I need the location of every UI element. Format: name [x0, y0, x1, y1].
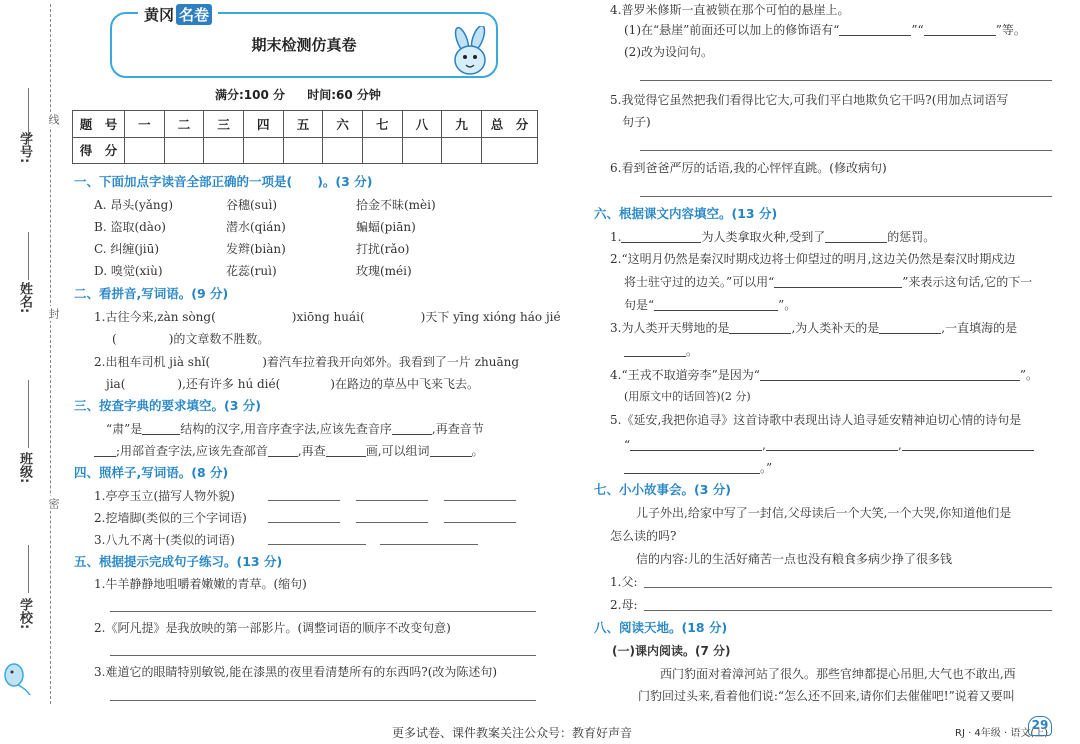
school-label: 学校: — [17, 598, 32, 630]
option-d3: 玫瑰(méi) — [356, 264, 412, 278]
answer-blank[interactable] — [380, 544, 478, 545]
fill-q5-end: 。” — [624, 462, 772, 474]
fill-q5-blanks: “ , , — [624, 439, 1034, 451]
pinyin-line-2: ( )的文章数不胜数。 — [112, 332, 270, 346]
score-cell: 二 — [164, 111, 204, 138]
score-input-cell[interactable] — [204, 137, 244, 164]
score-table-score-row — [73, 137, 538, 164]
score-cell: 三 — [204, 111, 244, 138]
score-input-cell[interactable] — [243, 137, 283, 164]
answer-blank[interactable] — [444, 500, 516, 501]
option-b1: B. 盗取(dào) — [94, 220, 166, 234]
brand-part2: 名卷 — [176, 4, 212, 25]
score-input-cell[interactable] — [283, 137, 323, 164]
page-info: RJ · 4年级 · 语文(上) — [955, 728, 1049, 739]
option-b2: 潜水(qián) — [226, 220, 286, 234]
fill-q4: 4.“王戎不取道旁李”是因为“ ”。 — [610, 368, 1038, 382]
score-table — [72, 110, 538, 164]
reading-paragraph-1: 西门豹面对着漳河站了很久。那些官绅都提心吊胆,大气也不敢出,西 — [660, 667, 1016, 681]
brand-part1: 黄冈 — [144, 5, 175, 24]
story-paragraph-1: 儿子外出,给家中写了一封信,父母读后一个大笑,一个大哭,你知道他们是 — [636, 506, 1012, 520]
score-cell: 总 分 — [482, 111, 538, 138]
cut-line — [50, 4, 51, 704]
score-cell: 得 分 — [73, 137, 125, 164]
section-3-heading: 三、按查字典的要求填空。(3 分) — [74, 398, 261, 413]
answer-blank[interactable] — [356, 500, 428, 501]
story-letter: 信的内容:儿的生活好痛苦一点也没有粮食多病少挣了很多钱 — [636, 552, 953, 566]
score-cell: 四 — [243, 111, 283, 138]
sentence-q4: 4.普罗米修斯一直被锁在那个可怕的悬崖上。 — [610, 3, 850, 17]
story-paragraph-2: 怎么读的吗? — [610, 529, 677, 543]
cut-mark-secret: 密 — [47, 498, 60, 509]
sentence-q5-a: 5.我觉得它虽然把我们看得比它大,可我们平白地欺负它干吗?(用加点词语写 — [610, 93, 1009, 107]
score-input-cell[interactable] — [482, 137, 538, 164]
answer-blank[interactable] — [268, 522, 340, 523]
student-id-label: 学号: — [17, 132, 32, 164]
score-cell: 八 — [402, 111, 442, 138]
option-a3: 拾金不昧(mèi) — [356, 198, 436, 212]
reading-subheading: (一)课内阅读。(7 分) — [612, 644, 731, 658]
section-5-heading: 五、根据提示完成句子练习。(13 分) — [74, 554, 283, 569]
score-cell: 七 — [362, 111, 402, 138]
score-cell: 一 — [125, 111, 165, 138]
fill-q3-cont: 。 — [624, 345, 698, 357]
score-input-cell[interactable] — [442, 137, 482, 164]
section-2-heading: 二、看拼音,写词语。(9 分) — [74, 286, 229, 301]
answer-blank[interactable] — [356, 522, 428, 523]
section-1-heading: 一、下面加点字读音全部正确的一项是( )。(3 分) — [74, 174, 373, 189]
answer-line[interactable] — [110, 655, 536, 656]
sentence-q3: 3.难道它的眼睛特别敏锐,能在漆黑的夜里看清楚所有的东西吗?(改为陈述句) — [94, 665, 498, 679]
pinyin-line-1: 1.古往今来,zàn sòng( )xiōng huái( )天下 yīng xióng háo jié — [94, 310, 561, 324]
father-answer-label: 1.父: — [610, 575, 638, 589]
section-6-heading: 六、根据课文内容填空。(13 分) — [594, 206, 778, 221]
option-a1: A. 昂头(yǎng) — [94, 198, 174, 212]
mascot-icon — [2, 655, 32, 695]
fill-q4-note: (用原文中的话回答)(2 分) — [624, 390, 751, 403]
footer-note: 更多试卷、课件教案关注公众号：教育好声音 — [392, 726, 633, 740]
class-label: 班级: — [17, 452, 32, 484]
score-table-header-row — [73, 111, 538, 138]
pinyin-line-4: jia( ),还有许多 hú dié( )在路边的草丛中飞来飞去。 — [106, 377, 479, 391]
word-example-3: 3.八九不离十(类似的词语) — [94, 533, 235, 547]
pinyin-line-3: 2.出租车司机 jià shǐ( )着汽车拉着我开向郊外。我看到了一片 zhuāng — [94, 355, 520, 369]
name-line — [28, 232, 29, 280]
section-4-heading: 四、照样子,写词语。(8 分) — [74, 465, 229, 480]
fill-q2-a: 2.“这明月仍然是秦汉时期戍边将士仰望过的明月,这边关仍然是秦汉时期戍边 — [610, 252, 1016, 266]
cut-mark-line: 线 — [47, 114, 60, 125]
page-number: 29 — [1028, 716, 1052, 736]
sentence-q4-part1: (1)在“悬崖”前面还可以加上的修饰语有“ ”“ ”等。 — [624, 23, 1026, 37]
sentence-q5-b: 句子) — [622, 115, 651, 129]
father-answer-line[interactable] — [644, 587, 1052, 588]
answer-line[interactable] — [640, 80, 1052, 81]
option-a2: 谷穗(suì) — [226, 198, 278, 212]
dictionary-line-1: “肃”是 结构的汉字,用音序查字法,应该先查音序 ,再查音节 — [106, 422, 484, 436]
rabbit-mascot-icon — [440, 26, 500, 80]
score-cell: 六 — [323, 111, 363, 138]
option-c2: 发辫(biàn) — [226, 242, 286, 256]
mother-answer-label: 2.母: — [610, 598, 638, 612]
answer-blank[interactable] — [268, 544, 366, 545]
score-input-cell[interactable] — [402, 137, 442, 164]
fill-q5: 5.《延安,我把你追寻》这首诗歌中表现出诗人追寻延安精神迫切心情的诗句是 — [610, 413, 1022, 427]
word-example-2: 2.挖墙脚(类似的三个字词语) — [94, 511, 247, 525]
mother-answer-line[interactable] — [644, 610, 1052, 611]
option-c1: C. 纠缠(jiū) — [94, 242, 160, 256]
word-example-1: 1.亭亭玉立(描写人物外貌) — [94, 489, 235, 503]
dictionary-line-2: ;用部首查字法,应该先查部首 ,再查 画,可以组词 。 — [94, 445, 484, 457]
school-line — [28, 545, 29, 593]
answer-line[interactable] — [110, 611, 536, 612]
binding-margin — [0, 0, 66, 744]
score-info — [215, 86, 399, 103]
score-input-cell[interactable] — [125, 137, 165, 164]
option-c3: 打扰(rǎo) — [356, 242, 410, 256]
answer-line[interactable] — [110, 700, 536, 701]
score-input-cell[interactable] — [362, 137, 402, 164]
score-cell: 题 号 — [73, 111, 125, 138]
option-d1: D. 嗅觉(xiù) — [94, 264, 163, 278]
answer-line[interactable] — [640, 150, 1052, 151]
score-input-cell[interactable] — [323, 137, 363, 164]
sentence-q1: 1.牛羊静静地咀嚼着嫩嫩的青草。(缩句) — [94, 577, 307, 591]
score-cell: 九 — [442, 111, 482, 138]
fill-q3: 3.为人类开天劈地的是 ,为人类补天的是 ,一直填海的是 — [610, 321, 1018, 335]
fill-q2-b: 将士驻守过的边关。”可以用“ ”来表示这句话,它的下一 — [624, 275, 1033, 289]
score-input-cell[interactable] — [164, 137, 204, 164]
name-label: 姓名: — [17, 282, 32, 314]
section-7-heading: 七、小小故事会。(3 分) — [594, 482, 731, 497]
answer-blank[interactable] — [268, 500, 340, 501]
exam-title: 期末检测仿真卷 — [251, 36, 357, 54]
sentence-q4-part2: (2)改为设问句。 — [624, 45, 713, 59]
answer-line[interactable] — [640, 196, 1052, 197]
option-b3: 蝙蝠(piān) — [356, 220, 416, 234]
fill-q2-c: 句是“ ”。 — [624, 298, 797, 312]
sentence-q2: 2.《阿凡提》是我放映的第一部影片。(调整词语的顺序不改变句意) — [94, 621, 451, 635]
class-line — [28, 380, 29, 448]
brand-logo — [138, 3, 218, 25]
sentence-q6: 6.看到爸爸严厉的话语,我的心怦怦直跳。(修改病句) — [610, 161, 887, 175]
section-8-heading: 八、阅读天地。(18 分) — [594, 620, 728, 635]
answer-blank[interactable] — [444, 522, 516, 523]
full-score: 满分:100 分 — [215, 88, 286, 102]
reading-paragraph-2: 门豹回过头来,看着他们说:“怎么还不回来,请你们去催催吧!”说着又要叫 — [638, 689, 1015, 703]
option-d2: 花蕊(ruì) — [226, 264, 277, 278]
fill-q1: 1. 为人类拿取火种,受到了 的惩罚。 — [610, 230, 936, 244]
score-cell: 五 — [283, 111, 323, 138]
cut-mark-seal: 封 — [47, 308, 60, 319]
exam-time: 时间:60 分钟 — [307, 88, 381, 102]
